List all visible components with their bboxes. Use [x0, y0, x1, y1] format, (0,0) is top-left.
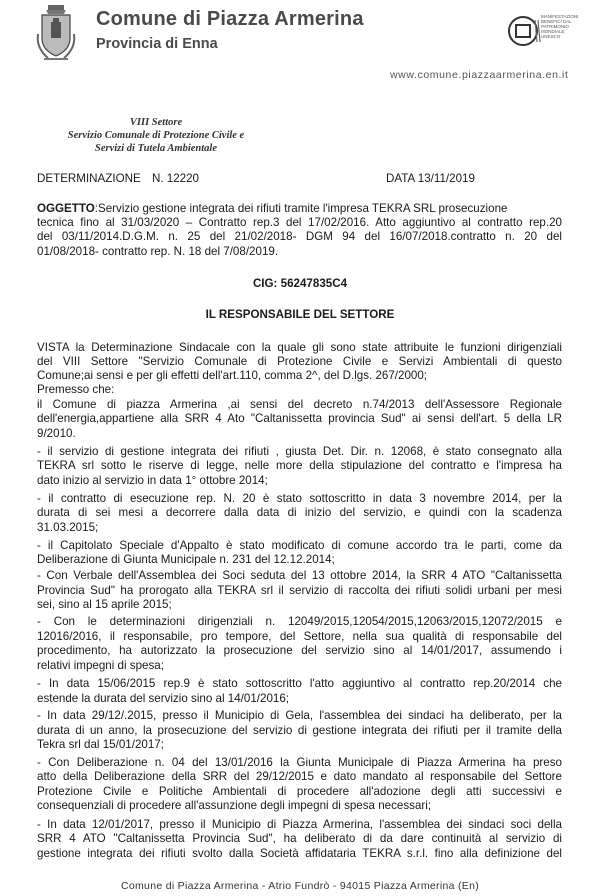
body-line: dell'energia,appartiene alla SRR 4 Ato "Caltanissetta provincia Sud" ai sensi dell'art. 5 della LR	[37, 412, 562, 425]
body-line: durata di sei mesi a decorrere dalla data di inizio del servizio, e quindi con la scadenza	[37, 506, 562, 519]
determinazione-number: N. 12220	[151, 172, 200, 185]
body-line: Tekra srl dal 15/01/2017;	[37, 738, 164, 751]
body-line: dato inizio al servizio in data 1° ottobre 2014;	[37, 474, 268, 487]
cig-code: CIG: 56247835C4	[252, 277, 348, 290]
body-line: VISTA la Determinazione Sindacale con la quale gli sono state attribuite le funzioni dirigenziali	[37, 341, 562, 354]
servizio-line-2: Servizi di Tutela Ambientale	[94, 143, 217, 154]
province-name: Provincia di Enna	[96, 36, 218, 52]
body-line: procedimento, ha autorizzato la prosecuzione del servizio sino al 14/01/2017, assumendo i	[37, 644, 562, 657]
body-line: relativi impegni di spesa;	[37, 659, 164, 672]
determinazione-date: DATA 13/11/2019	[386, 172, 475, 185]
body-line: del VIII Settore "Servizio Comunale di Protezione Civile e Servizi Ambientali di questo	[37, 355, 562, 368]
body-line: 12016/2016, il responsabile, pro tempore, del Settore, nella sua qualità di responsabile del	[37, 630, 562, 643]
settore-label: VIII Settore	[129, 117, 183, 128]
body-line: TEKRA srl sotto le riserve di legge, nelle more della stipulazione del contratto e l'impresa ha	[37, 459, 562, 472]
body-line: sei, sino al 15 aprile 2015;	[37, 598, 172, 611]
body-line: Premesso che:	[37, 383, 115, 396]
body-line: 31.03.2015;	[37, 521, 99, 534]
body-line: estende la durata del servizio sino al 14/01/2016;	[37, 692, 290, 705]
oggetto-line-3: del 03/11/2014.D.G.M. n. 25 del 21/02/2018- DGM 94 del 16/07/2018.contratto n. 20 del	[37, 230, 562, 243]
body-line: Deliberazione di Giunta Municipale n. 231 del 12.12.2014;	[37, 553, 335, 566]
oggetto-line-1: OGGETTO:Servizio gestione integrata dei rifiuti tramite l'impresa TEKRA SRL prosecuzione	[37, 202, 508, 215]
body-line: durata di un anno, la prosecuzione del servizio di gestione integrata dei rifiuti per il tramite della	[37, 724, 562, 737]
determinazione-row	[37, 172, 562, 186]
body-line: - il Capitolato Speciale d'Appalto è stato modificato di comune accordo tra le parti, come da	[37, 539, 562, 552]
body-line: Protezione Civile e Politiche Ambientali di procedere all'adozione degli atti successivi e	[37, 785, 562, 798]
body-line: Comune;ai sensi e per gli effetti dell'art.110, comma 2^, del D.lgs. 267/2000;	[37, 369, 428, 382]
page-footer: Comune di Piazza Armerina - Atrio Fundrò - 94015 Piazza Armerina (En)	[120, 880, 480, 892]
unesco-caption: MANIFESTAZIONI BENEFICI DAL PATRIMONIO MONDIALE UNESCO	[541, 14, 579, 39]
website-url: www.comune.piazzaarmerina.en.it	[390, 69, 569, 81]
body-line: atto della Deliberazione della SRR del 29/12/2015 e dato mandato al responsabile del Settore	[37, 770, 562, 783]
determinazione-label: DETERMINAZIONE	[37, 172, 141, 185]
body-line: - il servizio di gestione integrata dei rifiuti , giusta Det. Dir. n. 12068, è stato consegnato alla	[37, 445, 562, 458]
body-line: gestione integrata dei rifiuti svolto dalla Società affidataria TEKRA s.r.l. fino alla definizione del	[37, 847, 562, 860]
section-heading: IL RESPONSABILE DEL SETTORE	[205, 308, 395, 321]
body-line: Provincia Sud" ha prorogato alla TEKRA srl il servizio di raccolta dei rifiuti solidi urbani per mesi	[37, 584, 562, 597]
body-line: - Con Deliberazione n. 04 del 13/01/2016 la Giunta Municipale di Piazza Armerina ha preso	[37, 756, 562, 769]
body-line: - In data 29/12/.2015, presso il Municipio di Gela, l'assemblea dei sindaci ha deliberato, per la	[37, 709, 562, 722]
body-line: - In data 15/06/2015 rep.9 è stato sottoscritto l'atto aggiuntivo al contratto rep.20/2014 che	[37, 677, 562, 690]
body-line: - Con le determinazioni dirigenziali n. 12049/2015,12054/2015,12063/2015,12072/2015 e	[37, 615, 562, 628]
oggetto-label: OGGETTO	[37, 202, 95, 215]
body-line: 9/2010.	[37, 427, 76, 440]
municipality-name: Comune di Piazza Armerina	[96, 8, 364, 30]
oggetto-line-2: tecnica fino al 31/03/2020 – Contratto rep.3 del 17/02/2016. Atto aggiuntivo al contratto rep.20	[37, 216, 562, 229]
body-line: il Comune di piazza Armerina ,ai sensi del decreto n.74/2013 dell'Assessore Regionale	[37, 398, 562, 411]
coat-of-arms-icon	[34, 4, 78, 62]
body-line: consequenziali di procedere all'assunzione degli impegni di spesa necessari;	[37, 799, 432, 812]
oggetto-line-4: 01/08/2018- contratto rep. N. 18 del 7/08/2019.	[37, 245, 279, 258]
body-line: SRR 4 ATO "Caltanissetta Provincia Sud", ha deliberato di da dare continuità al servizio di	[37, 832, 562, 845]
servizio-line-1: Servizio Comunale di Protezione Civile e	[67, 130, 245, 141]
body-line: - il contratto di esecuzione rep. N. 20 è stato sottoscritto in data 3 novembre 2014, per la	[37, 492, 562, 505]
body-line: - In data 12/01/2017, presso il Municipio di Piazza Armerina, l'assemblea dei sindaci soci della	[37, 818, 562, 831]
unesco-logo-icon	[507, 14, 541, 48]
body-line: - Con Verbale dell'Assemblea dei Soci seduta del 13 ottobre 2014, la SRR 4 ATO "Caltanissetta	[37, 569, 562, 582]
